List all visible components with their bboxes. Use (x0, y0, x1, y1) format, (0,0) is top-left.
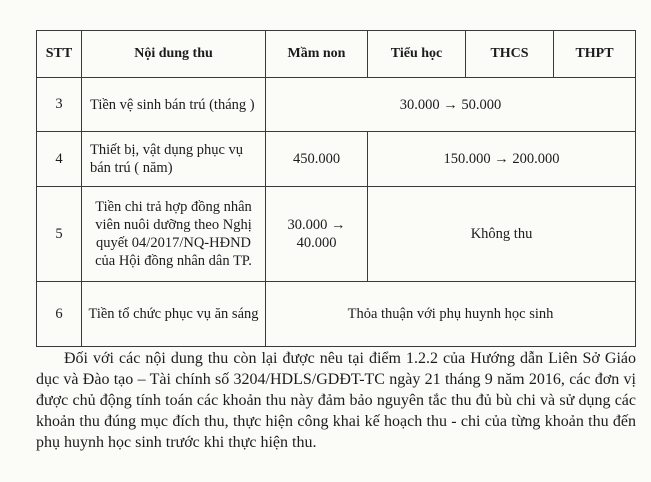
header-stt: STT (37, 31, 82, 78)
header-thpt: THPT (554, 31, 636, 78)
row-stt: 5 (37, 187, 82, 282)
header-primary: Tiểu học (368, 31, 466, 78)
row-stt: 3 (37, 78, 82, 132)
body-paragraph: Đối với các nội dung thu còn lại được nêu tại điểm 1.2.2 của Hướng dẫn Liên Sở Giáo dục và Đào tạo – Tài chính số 3204/HDLS/GDĐT-TC ngày 21 tháng 9 năm 2016, các đơn vị được chủ động tính toán các khoản thu này đảm bảo nguyên tắc thu đủ bù chi và sử dụng các khoản thu đúng mục đích thu, thực hiện công khai kế hoạch thu - chi của từng khoản thu đến phụ huynh học sinh trước khi thực hiện thu. (36, 350, 636, 451)
row-content: Tiền chi trả hợp đồng nhân viên nuôi dưỡng theo Nghị quyết 04/2017/NQ-HĐND của Hội đồng nhân dân TP. (82, 187, 266, 282)
row-value-other-levels: 150.000 → 200.000 (368, 132, 636, 187)
row-stt: 6 (37, 282, 82, 347)
table-row (37, 187, 636, 282)
row-value-preschool: 30.000 → 40.000 (266, 187, 368, 282)
table-row (37, 282, 636, 347)
table-header-row (37, 31, 636, 78)
table-row (37, 132, 636, 187)
row-stt: 4 (37, 132, 82, 187)
row-value-preschool: 450.000 (266, 132, 368, 187)
header-content: Nội dung thu (82, 31, 266, 78)
table-row (37, 78, 636, 132)
fee-table (36, 30, 636, 347)
row-content: Tiền tổ chức phục vụ ăn sáng (82, 282, 266, 347)
row-content: Thiết bị, vật dụng phục vụ bán trú ( năm) (82, 132, 266, 187)
row-content: Tiền vệ sinh bán trú (tháng ) (82, 78, 266, 132)
header-thcs: THCS (466, 31, 554, 78)
row-value-all-levels: 30.000 → 50.000 (266, 78, 636, 132)
row-value-other-levels: Không thu (368, 187, 636, 282)
row-value-all-levels: Thỏa thuận với phụ huynh học sinh (266, 282, 636, 347)
header-preschool: Mầm non (266, 31, 368, 78)
